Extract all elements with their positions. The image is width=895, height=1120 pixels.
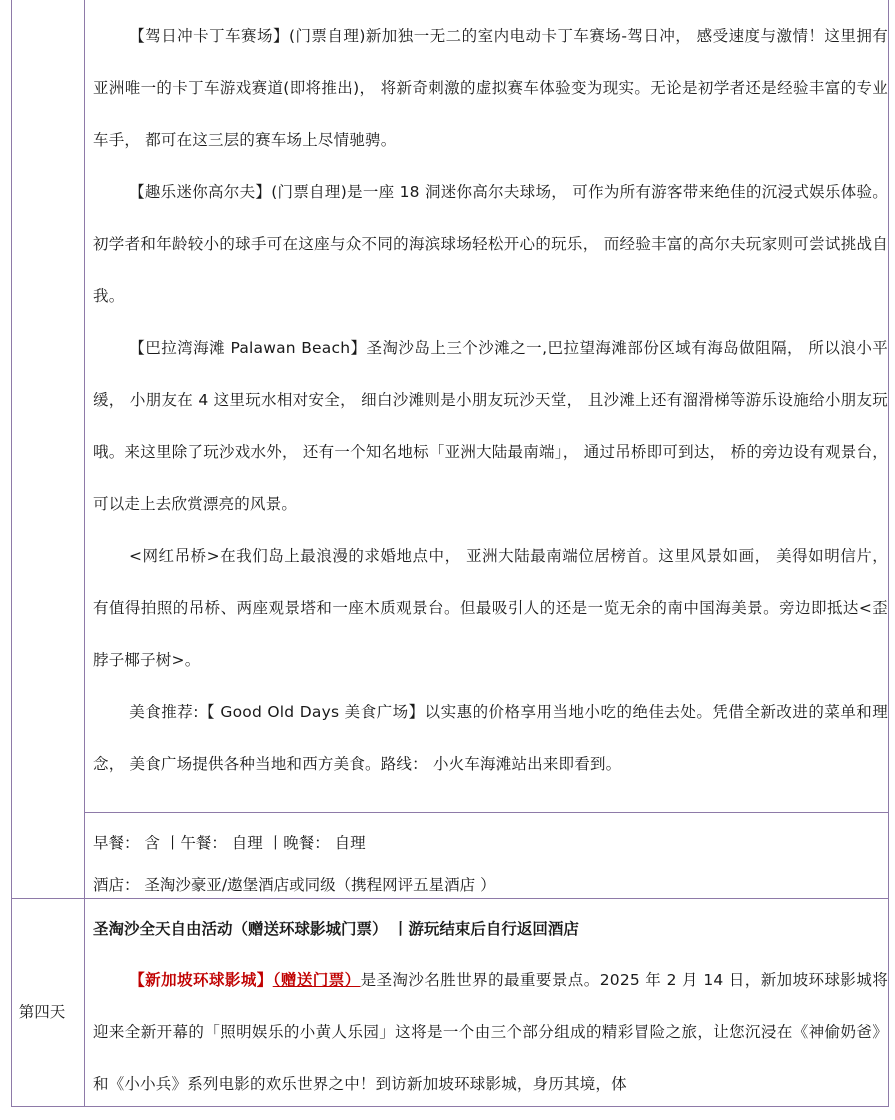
day-heading: 圣淘沙全天自由活动（赠送环球影城门票） 丨游玩结束后自行返回酒店 [93,920,579,938]
universal-title: 【新加坡环球影城】 [129,971,273,989]
gift-ticket: （赠送门票） [272,971,361,989]
paragraph-food: 美食推荐:【 Good Old Days 美食广场】以实惠的价格享用当地小吃的绝佳去处。凭借全新改进的菜单和理念， 美食广场提供各种当地和西方美食。路线： 小火车海滩站出来即看到。 [93,703,888,773]
table-border-column [84,0,85,1106]
paragraph-universal: 【新加坡环球影城】（赠送门票）是圣淘沙名胜世界的最重要景点。2025 年 2 月 14 日，新加坡环球影城将迎来全新开幕的「照明娱乐的小黄人乐园」这将是一个由三个部分组成的精彩冒险之旅，让您沉浸在《神偷奶爸》和《小小兵》系列电影的欢乐世界之中！到访新加坡环球影城，身历其境，体 [93,971,888,1093]
paragraph-beach: 【巴拉湾海滩 Palawan Beach】圣淘沙岛上三个沙滩之一,巴拉望海滩部份区域有海岛做阻隔， 所以浪小平缓， 小朋友在 4 这里玩水相对安全， 细白沙滩则是小朋友玩沙天堂， 且沙滩上还有溜滑梯等游乐设施给小朋友玩哦。来这里除了玩沙戏水外， 还有一个知名地标「亚洲大陆最南端」， 通过吊桥即可到达， 桥的旁边设有观景台， 可以走上去欣赏漂亮的风景。 [93,339,888,513]
paragraph-kart: 【驾日冲卡丁车赛场】(门票自理)新加独一无二的室内电动卡丁车赛场-驾日冲， 感受速度与激情！这里拥有亚洲唯一的卡丁车游戏赛道(即将推出)， 将新奇刺激的虚拟赛车体验变为现实。无论是初学者还是经验丰富的专业车手， 都可在这三层的赛车场上尽情驰骋。 [93,27,888,149]
table-border-left [11,0,12,1106]
table-border-right [888,0,889,1106]
paragraph-bridge: <网红吊桥>在我们岛上最浪漫的求婚地点中， 亚洲大陆最南端位居榜首。这里风景如画， 美得如明信片， 有值得拍照的吊桥、两座观景塔和一座木质观景台。但最吸引人的还是一览无余的南中国海美景。旁边即抵达<歪脖子椰子树>。 [93,547,888,669]
day4-description [93,954,888,1110]
day-description [93,10,888,790]
meals-info: 早餐： 含 丨午餐： 自理 丨晚餐： 自理 [93,834,366,852]
table-divider-day [11,898,889,899]
table-divider-meals [84,812,889,813]
paragraph-golf: 【趣乐迷你高尔夫】(门票自理)是一座 18 洞迷你高尔夫球场， 可作为所有游客带来绝佳的沉浸式娱乐体验。初学者和年龄较小的球手可在这座与众不同的海滨球场轻松开心的玩乐， 而经验丰富的高尔夫玩家则可尝试挑战自我。 [93,183,888,305]
hotel-info: 酒店： 圣淘沙豪亚/遨堡酒店或同级（携程网评五星酒店 ） [93,876,496,894]
day-label: 第四天 [18,1003,66,1021]
